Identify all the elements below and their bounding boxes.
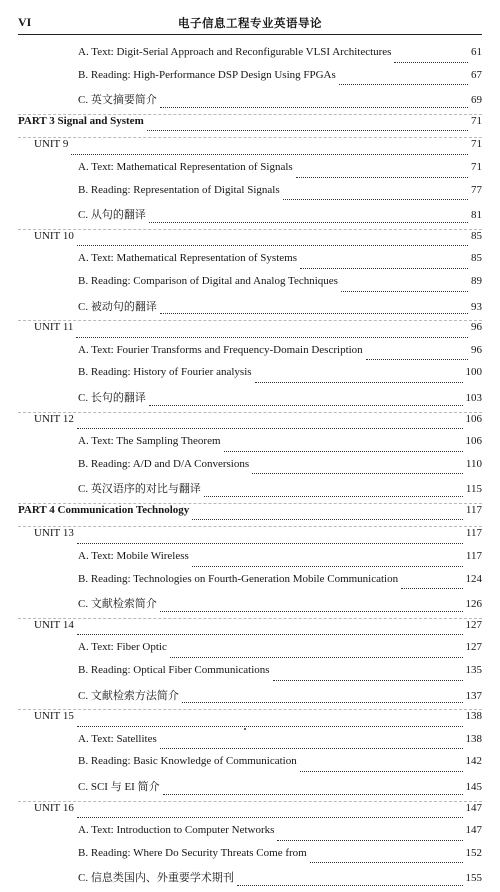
toc-part-entry [18,504,482,528]
toc-unit-entry [18,321,482,344]
toc-entry-page: 147 [465,824,482,837]
dot-leader [277,834,462,841]
toc-section-entry [18,687,482,711]
toc-entry-page: 155 [465,872,482,885]
page-header [18,12,482,35]
toc-section-entry [18,824,482,847]
toc-entry-label: C. 被动句的翻译 [78,300,157,313]
toc-unit-entry [18,230,482,253]
dot-leader [160,742,463,749]
toc-entry-label: B. Reading: Representation of Digital Signals [78,183,280,196]
toc-entry-page: 71 [471,160,482,173]
toc-entry-label: C. 长句的翻译 [78,391,146,404]
toc-entry-label: A. Text: Mathematical Representation of Signals [78,160,293,173]
toc-entry-page: 115 [465,483,482,496]
toc-section-entry [18,275,482,298]
toc-entry-label: C. 英文摘要简介 [78,94,157,107]
toc-entry-label: B. Reading: High-Performance DSP Design Using FPGAs [78,68,336,81]
dot-leader [160,605,463,612]
dot-leader [401,582,462,589]
dot-leader [77,239,468,246]
toc-entry-page: 96 [471,343,482,356]
toc-unit-entry [18,527,482,550]
toc-entry-page: 124 [465,572,482,585]
toc-section-entry [18,550,482,573]
toc-entry-page: 127 [465,618,482,631]
toc-entry-label: UNIT 10 [34,229,74,242]
toc-entry-label: C. SCI 与 EI 简介 [78,781,160,793]
dot-leader [149,399,463,406]
toc-section-entry [18,435,482,458]
toc-entry-label: UNIT 11 [34,321,74,334]
dot-leader [339,78,468,85]
toc-entry-page: 117 [465,527,482,540]
toc-entry-label: PART 4 Communication Technology [18,503,190,516]
toc-entry-label: PART 3 Signal and System [18,114,144,127]
toc-entry-page: 126 [465,598,482,611]
toc-unit-entry [18,710,482,733]
dot-leader [77,422,463,429]
toc-entry-page: 135 [465,664,482,677]
toc-section-entry [18,252,482,275]
toc-entry-page: 137 [465,689,482,702]
dot-leader [160,307,468,314]
toc-entry-label: B. Reading: Optical Fiber Communications [78,664,270,677]
dot-leader [147,124,468,131]
toc-section-entry [18,389,482,413]
dot-leader [77,628,463,635]
toc-section-entry [18,298,482,322]
dot-leader [252,467,463,474]
toc-entry-label: UNIT 16 [34,801,74,814]
dot-leader [182,696,463,703]
toc-entry-label: C. 文献检索简介 [78,598,157,611]
toc-entry-label: B. Reading: Basic Knowledge of Communication [78,755,297,768]
toc-entry-page: 61 [471,46,482,58]
page-number: VI [18,15,32,29]
toc-entry-label: B. Reading: Where Do Security Threats Come from [78,846,307,859]
dot-leader [204,490,463,497]
dot-leader [76,331,468,338]
toc-entry-page: 110 [465,457,482,470]
toc-entry-label: B. Reading: A/D and D/A Conversions [78,457,250,470]
dot-leader [77,537,463,544]
dot-leader [296,171,468,178]
toc-section-entry [18,206,482,230]
dot-leader [273,674,463,681]
toc-entry-label: B. Reading: History of Fourier analysis [78,366,252,379]
toc-section-entry [18,595,482,619]
toc-section-entry [18,778,482,802]
dot-leader [77,720,463,727]
toc-section-entry [18,458,482,481]
toc-section-entry [18,847,482,870]
toc-entry-page: 100 [465,366,482,379]
toc-entry-page: 117 [465,550,482,563]
dot-leader [237,879,463,886]
dot-leader [163,788,463,795]
dot-leader [170,651,463,658]
dot-leader [192,560,463,567]
toc-entry-label: C. 信息类国内、外重要学术期刊 [78,872,234,885]
dot-leader [300,765,463,772]
dot-leader [366,353,468,360]
toc-entry-page: 71 [471,138,482,151]
table-of-contents [18,46,482,892]
toc-entry-label: C. 从句的翻译 [78,209,146,222]
toc-entry-page: 152 [465,846,482,859]
toc-entry-label: B. Reading: Comparison of Digital and Analog Techniques [78,274,338,287]
dot-leader [149,216,468,223]
toc-unit-entry [18,802,482,825]
toc-section-entry [18,664,482,687]
dot-leader [77,811,463,818]
toc-entry-page: 69 [471,94,482,107]
toc-unit-entry [18,619,482,642]
running-title: 电子信息工程专业英语导论 [178,18,322,30]
toc-entry-page: 138 [465,732,482,745]
toc-entry-page: 127 [465,641,482,654]
toc-entry-page: 147 [465,801,482,814]
toc-entry-page: 117 [465,503,482,516]
toc-entry-label: UNIT 12 [34,412,74,425]
toc-entry-label: UNIT 15 [34,710,74,723]
toc-section-entry [18,161,482,184]
toc-section-entry [18,366,482,389]
dot-leader [71,148,468,155]
toc-entry-page: 81 [471,209,482,222]
toc-entry-page: 138 [465,710,482,723]
dot-leader [255,376,463,383]
toc-entry-label: UNIT 14 [34,618,74,631]
toc-section-entry [18,46,482,69]
toc-section-entry [18,733,482,756]
toc-entry-label: A. Text: Mobile Wireless [78,550,189,563]
toc-entry-page: 142 [465,755,482,768]
toc-entry-label: UNIT 13 [34,527,74,540]
toc-entry-label: A. Text: The Sampling Theorem [78,435,221,448]
dot-leader [192,513,463,520]
toc-entry-label: A. Text: Fourier Transforms and Frequency-Domain Description [78,343,363,356]
toc-entry-label: UNIT 9 [34,138,69,151]
toc-entry-label: A. Text: Fiber Optic [78,641,167,654]
toc-section-entry [18,641,482,664]
toc-entry-page: 106 [465,412,482,425]
toc-entry-page: 89 [471,274,482,287]
toc-unit-entry [18,138,482,161]
toc-entry-label: A. Text: Mathematical Representation of Systems [78,252,297,265]
dot-leader [300,262,468,269]
toc-entry-page: 71 [471,114,482,127]
toc-unit-entry [18,413,482,436]
toc-entry-label: C. 文献检索方法简介 [78,689,179,702]
dot-leader [341,285,468,292]
toc-section-entry [18,91,482,115]
toc-entry-page: 93 [471,300,482,313]
toc-entry-page: 77 [471,183,482,196]
toc-section-entry [18,755,482,778]
toc-section-entry [18,573,482,596]
toc-entry-label: A. Text: Introduction to Computer Networks [78,824,275,837]
toc-entry-label: A. Text: Satellites [78,732,157,745]
toc-entry-label: B. Reading: Technologies on Fourth-Generation Mobile Communication [78,572,399,585]
dot-leader [283,193,468,200]
toc-part-entry [18,115,482,139]
dot-leader [160,101,468,108]
toc-section-entry [18,344,482,367]
dot-leader [310,856,463,863]
toc-entry-page: 67 [471,68,482,81]
page-mark [244,728,246,730]
dot-leader [394,56,468,63]
toc-section-entry [18,869,482,892]
toc-entry-label: C. 英汉语序的对比与翻译 [78,483,201,496]
dot-leader [224,445,463,452]
toc-section-entry [18,480,482,504]
toc-entry-page: 85 [471,229,482,242]
toc-entry-page: 106 [465,435,482,448]
toc-entry-page: 85 [471,252,482,265]
toc-entry-label: A. Text: Digit-Serial Approach and Reconfigurable VLSI Architectures [78,46,392,58]
toc-entry-page: 145 [465,781,482,793]
toc-section-entry [18,184,482,207]
toc-entry-page: 103 [465,391,482,404]
toc-entry-page: 96 [471,321,482,334]
toc-section-entry [18,69,482,92]
